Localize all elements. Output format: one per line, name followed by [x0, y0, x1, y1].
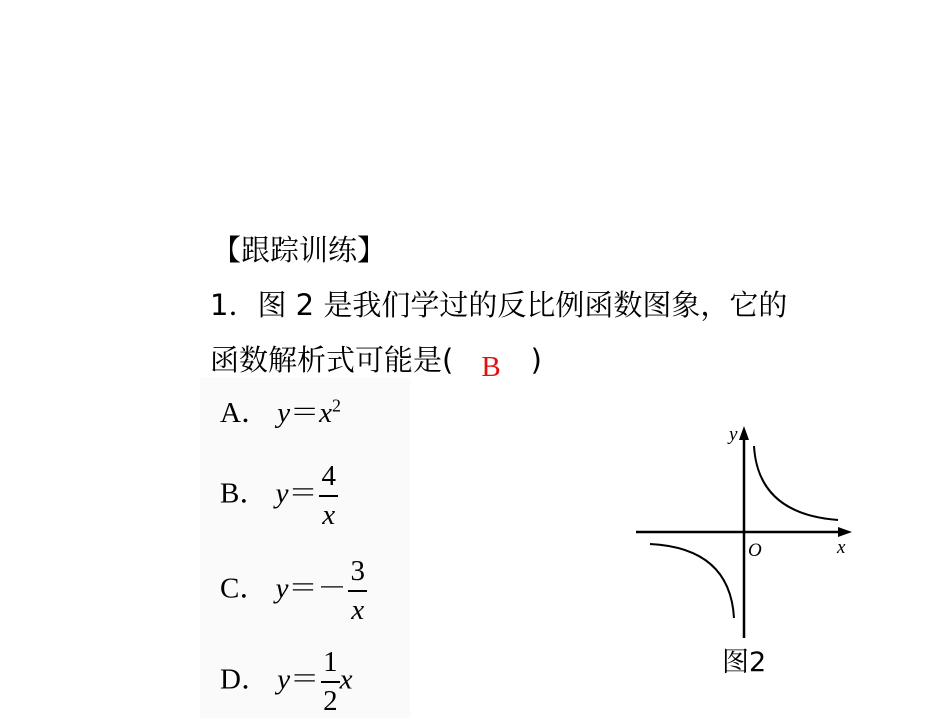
y-axis-label: y: [729, 424, 738, 445]
fraction-denominator: x: [322, 499, 336, 531]
x-axis-label: x: [837, 537, 846, 558]
option-equals: ＝－: [288, 572, 347, 605]
option-c: [220, 557, 367, 625]
fraction-numerator: 3: [348, 557, 367, 592]
option-letter: D．: [220, 663, 270, 696]
option-lhs: y: [277, 397, 291, 429]
option-letter: B．: [220, 477, 269, 510]
question-prefix: 函数解析式可能是(: [210, 343, 454, 377]
option-lhs: y: [275, 572, 289, 605]
hyperbola-figure: [632, 418, 862, 638]
question-suffix: ): [530, 343, 542, 377]
option-b: [220, 462, 338, 530]
figure-caption: 图2: [722, 647, 767, 678]
section-heading: 【跟踪训练】: [212, 233, 387, 267]
fraction-denominator: x: [351, 594, 365, 626]
fraction-denominator: 2: [323, 685, 338, 717]
answer-mark: B: [481, 351, 501, 383]
fraction-numerator: 4: [319, 462, 338, 497]
option-a: [220, 390, 341, 431]
option-tail: x: [339, 663, 353, 696]
option-fraction: [321, 648, 340, 716]
origin-label: O: [748, 540, 762, 561]
question-text-line2: [210, 338, 542, 383]
x-axis-arrow-icon: [838, 527, 852, 537]
option-letter: C．: [220, 572, 269, 605]
fraction-numerator: 1: [321, 648, 340, 683]
hyperbola-branch-q1: [754, 446, 838, 520]
option-lhs: y: [277, 663, 291, 696]
option-equals: ＝: [290, 397, 320, 429]
option-fraction: [348, 557, 367, 625]
option-equals: ＝: [290, 663, 320, 696]
option-lhs: y: [275, 477, 289, 510]
hyperbola-branch-q3: [650, 544, 734, 618]
option-letter: A．: [220, 397, 270, 429]
option-d: [220, 648, 352, 716]
question-text-line1: 1．图 2 是我们学过的反比例函数图象，它的: [210, 288, 788, 322]
option-exponent: 2: [331, 395, 341, 416]
option-equals: ＝: [288, 477, 318, 510]
option-fraction: [319, 462, 338, 530]
option-expr: x: [319, 397, 332, 429]
y-axis-arrow-icon: [739, 426, 749, 440]
